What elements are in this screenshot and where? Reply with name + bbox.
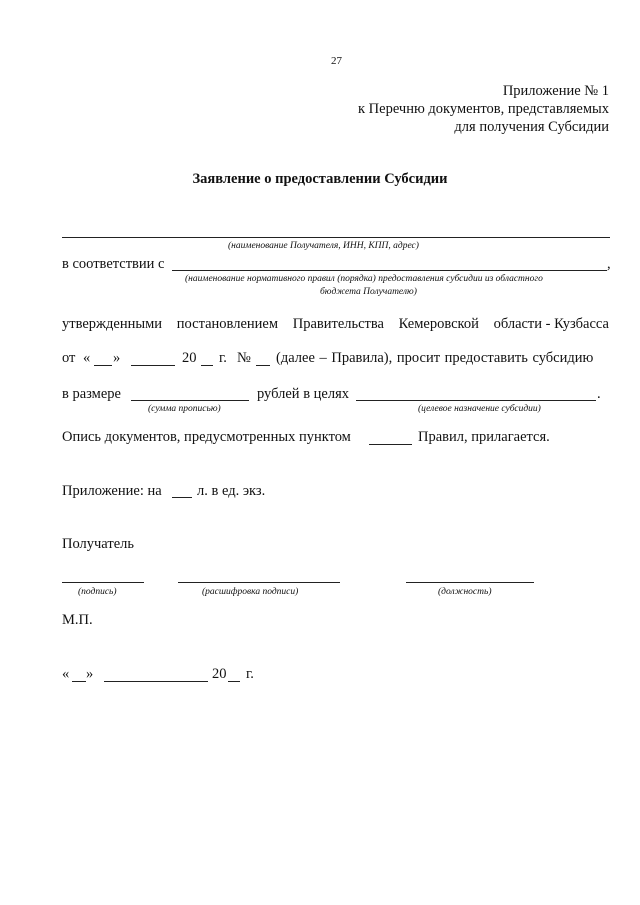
amount-label: в размере	[62, 386, 121, 402]
approved-word-5: области - Кузбасса	[493, 316, 609, 332]
date-line-rest: (далее – Правила), просит предоставить субсидию	[276, 350, 594, 366]
recipient-name-note: (наименование Получателя, ИНН, КПП, адрес)	[228, 241, 419, 251]
final-date-quote-open: «	[62, 666, 70, 682]
date-quote-close: »	[113, 350, 121, 366]
appendix-line-3: для получения Субсидии	[454, 119, 609, 135]
attachment-text-1: Приложение: на	[62, 483, 162, 499]
date-month-line[interactable]	[131, 365, 175, 366]
final-date-day-line[interactable]	[72, 681, 86, 682]
signature-decode-note: (расшифровка подписи)	[202, 587, 299, 597]
appendix-line-1: Приложение № 1	[502, 83, 609, 99]
date-ot: от	[62, 350, 76, 366]
page-number: 27	[331, 55, 342, 67]
amount-line[interactable]	[131, 400, 249, 401]
date-year-prefix: 20	[182, 350, 197, 366]
date-year-line[interactable]	[201, 365, 213, 366]
final-date-g: г.	[246, 666, 254, 682]
stamp-place-label: М.П.	[62, 612, 93, 628]
approved-word-1: утвержденными	[62, 316, 163, 332]
amount-line-dot: .	[597, 386, 601, 402]
attachment-sheets-line[interactable]	[172, 497, 192, 498]
approved-word-4: Кемеровской	[398, 316, 479, 332]
date-day-line[interactable]	[94, 365, 112, 366]
recipient-name-line[interactable]	[62, 237, 610, 238]
position-line[interactable]	[406, 582, 534, 583]
approved-word-2: постановлением	[176, 316, 279, 332]
final-date-year-line[interactable]	[228, 681, 240, 682]
signature-note: (подпись)	[78, 587, 117, 597]
position-note: (должность)	[438, 587, 492, 597]
approved-line	[62, 316, 609, 333]
recipient-label: Получатель	[62, 536, 134, 552]
document-title: Заявление о предоставлении Субсидии	[192, 171, 448, 187]
purpose-line[interactable]	[356, 400, 596, 401]
inventory-text-1: Опись документов, предусмотренных пунктом	[62, 429, 351, 445]
final-date-month-line[interactable]	[104, 681, 208, 682]
number-sign: №	[237, 350, 251, 366]
final-date-year-prefix: 20	[212, 666, 227, 682]
regulation-name-note-1: (наименование нормативного правил (порядка) предоставления субсидии из областного	[185, 274, 543, 284]
rubles-label: рублей в целях	[257, 386, 350, 402]
accordance-comma: ,	[607, 256, 611, 272]
attachment-text-2: л. в ед. экз.	[197, 483, 266, 499]
regulation-name-line[interactable]	[172, 270, 607, 271]
date-quote-open: «	[83, 350, 91, 366]
signature-line[interactable]	[62, 582, 144, 583]
appendix-line-2: к Перечню документов, представляемых	[358, 101, 609, 117]
accordance-label: в соответствии с	[62, 256, 165, 272]
date-g: г.	[219, 350, 227, 366]
regulation-name-note-2: бюджета Получателю)	[320, 287, 417, 297]
final-date-quote-close: »	[86, 666, 94, 682]
amount-note: (сумма прописью)	[148, 404, 221, 414]
inventory-text-2: Правил, прилагается.	[418, 429, 550, 445]
purpose-note: (целевое назначение субсидии)	[418, 404, 541, 414]
approved-word-3: Правительства	[292, 316, 384, 332]
inventory-point-line[interactable]	[369, 444, 412, 445]
number-line[interactable]	[256, 365, 270, 366]
signature-decode-line[interactable]	[178, 582, 340, 583]
